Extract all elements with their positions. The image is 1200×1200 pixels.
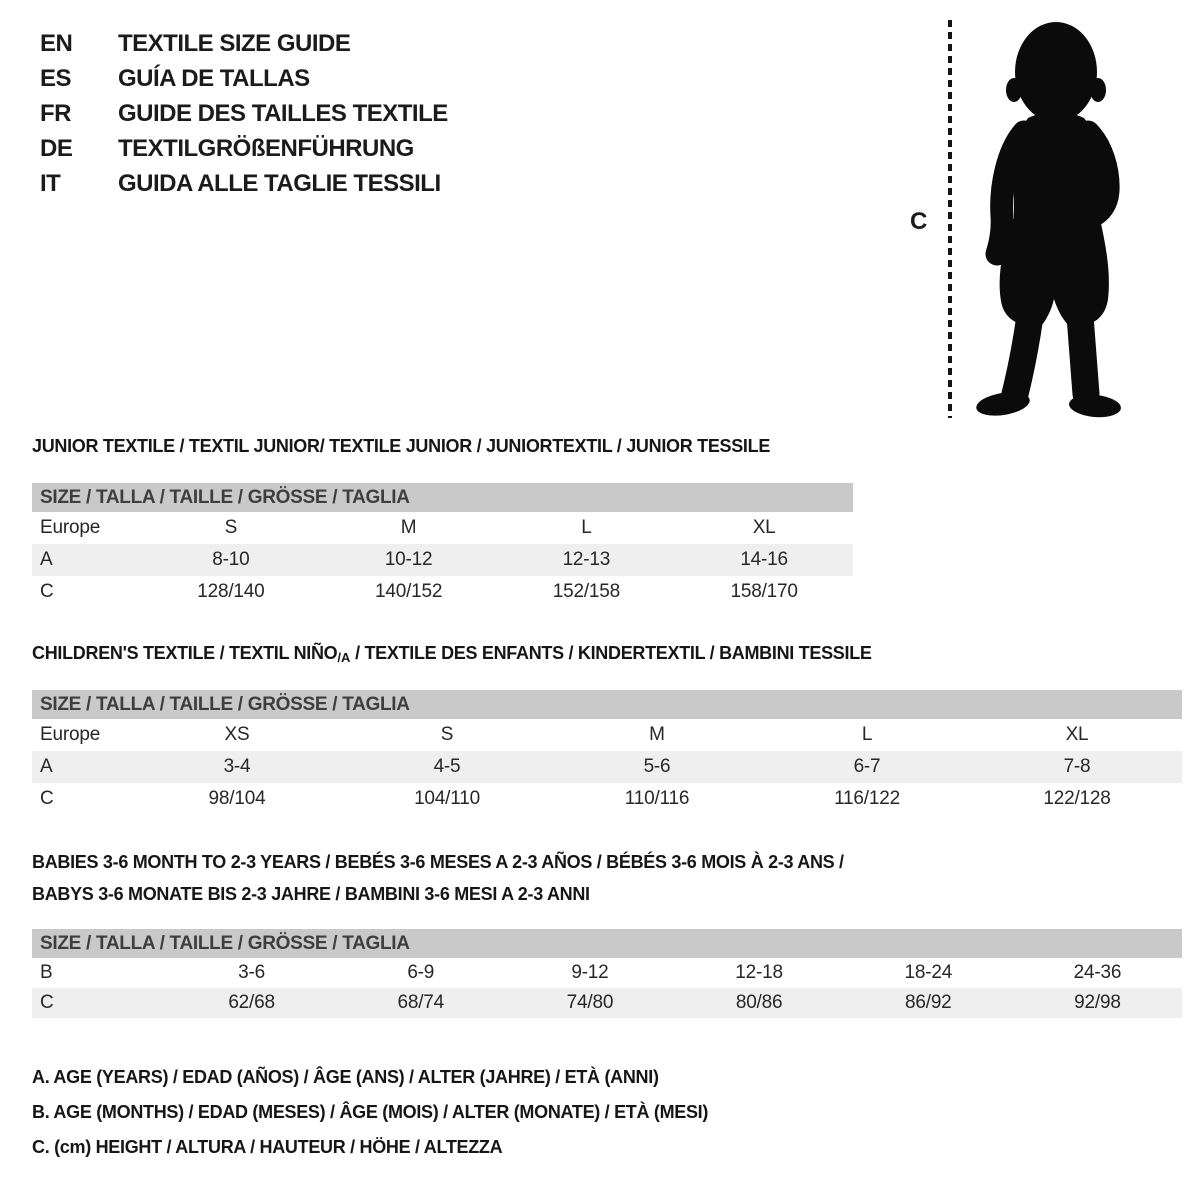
guide-title-fr: GUIDE DES TAILLES TEXTILE	[118, 99, 448, 127]
table-cell: 18-24	[904, 962, 953, 983]
language-row-fr	[40, 96, 448, 131]
junior-row-age	[32, 544, 853, 576]
junior-header-row	[32, 512, 853, 544]
table-cell: 7-8	[1063, 756, 1091, 777]
table-cell: 110/116	[624, 788, 690, 809]
language-row-de	[40, 131, 448, 166]
table-cell: 80/86	[735, 992, 783, 1013]
table-cell: 92/98	[1074, 992, 1121, 1013]
table-cell: 6-9	[407, 962, 435, 983]
size-col-header: M	[400, 517, 417, 538]
table-cell: 3-4	[223, 756, 251, 777]
babies-size-table	[32, 929, 1182, 1018]
table-cell: 62/68	[228, 992, 275, 1013]
row-label: C	[40, 788, 54, 809]
table-cell: 152/158	[552, 581, 621, 602]
toddler-silhouette-icon	[962, 14, 1147, 420]
guide-title-en: TEXTILE SIZE GUIDE	[118, 29, 351, 57]
size-col-header: S	[440, 724, 454, 745]
children-heading-prefix: CHILDREN'S TEXTILE / TEXTIL NIÑO	[32, 643, 338, 663]
table-cell: 140/152	[374, 581, 443, 602]
junior-row-height	[32, 576, 853, 608]
row-label: A	[40, 549, 53, 570]
height-measure-dashed-line	[948, 20, 952, 418]
language-code: IT	[40, 169, 61, 197]
table-cell: 10-12	[384, 549, 433, 570]
table-cell: 9-12	[571, 962, 609, 983]
table-cell: 104/110	[414, 788, 480, 809]
table-cell: 4-5	[433, 756, 461, 777]
language-row-es	[40, 61, 448, 96]
junior-size-table	[32, 483, 853, 608]
babies-row-age-months	[32, 958, 1182, 988]
height-measure-label: C	[910, 208, 928, 235]
table-cell: 12-18	[735, 962, 783, 983]
size-col-header: XS	[224, 724, 250, 745]
babies-row-height	[32, 988, 1182, 1018]
table-cell: 116/122	[834, 788, 900, 809]
language-code: ES	[40, 64, 72, 92]
children-heading-suffix: / TEXTILE DES ENFANTS / KINDERTEXTIL / BAMBINI TESSILE	[350, 643, 872, 663]
guide-title-de: TEXTILGRÖßENFÜHRUNG	[118, 134, 414, 162]
size-col-header: M	[649, 724, 665, 745]
children-section-heading	[32, 643, 872, 664]
children-row-height	[32, 783, 1182, 815]
table-cell: 5-6	[643, 756, 671, 777]
table-cell: 86/92	[905, 992, 952, 1013]
table-cell: 98/104	[208, 788, 266, 809]
table-cell: 12-13	[562, 549, 611, 570]
row-label: C	[40, 992, 54, 1013]
row-label: A	[40, 756, 53, 777]
measure-legend	[32, 1060, 708, 1165]
guide-title-es: GUÍA DE TALLAS	[118, 64, 310, 92]
babies-heading-line1: BABIES 3-6 MONTH TO 2-3 YEARS / BEBÉS 3-6 MESES A 2-3 AÑOS / BÉBÉS 3-6 MOIS À 2-3 ANS /	[32, 852, 844, 872]
babies-heading-line2: BABYS 3-6 MONATE BIS 2-3 JAHRE / BAMBINI 3-6 MESI A 2-3 ANNI	[32, 884, 590, 904]
children-header-row	[32, 719, 1182, 751]
children-row-age	[32, 751, 1182, 783]
language-title-list	[40, 26, 448, 201]
children-size-bar: SIZE / TALLA / TAILLE / GRÖSSE / TAGLIA	[32, 690, 1182, 719]
row-label: B	[40, 962, 53, 983]
language-code: EN	[40, 29, 73, 57]
table-cell: 122/128	[1043, 788, 1111, 809]
language-row-it	[40, 166, 448, 201]
size-col-header: L	[581, 517, 592, 538]
region-label: Europe	[40, 517, 101, 538]
legend-line-c: C. (cm) HEIGHT / ALTURA / HAUTEUR / HÖHE / ALTEZZA	[32, 1137, 503, 1157]
junior-section-heading: JUNIOR TEXTILE / TEXTIL JUNIOR/ TEXTILE JUNIOR / JUNIORTEXTIL / JUNIOR TESSILE	[32, 436, 771, 456]
legend-line-a: A. AGE (YEARS) / EDAD (AÑOS) / ÂGE (ANS) / ALTER (JAHRE) / ETÀ (ANNI)	[32, 1067, 659, 1087]
children-size-table	[32, 690, 1182, 815]
language-code: FR	[40, 99, 71, 127]
table-cell: 24-36	[1073, 962, 1122, 983]
babies-section-heading	[32, 846, 844, 910]
size-col-header: XL	[752, 517, 776, 538]
language-code: DE	[40, 134, 73, 162]
table-cell: 8-10	[212, 549, 250, 570]
table-cell: 6-7	[853, 756, 881, 777]
table-cell: 68/74	[397, 992, 445, 1013]
size-col-header: L	[861, 724, 873, 745]
row-label: C	[40, 581, 54, 602]
table-cell: 14-16	[740, 549, 788, 570]
size-col-header: XL	[1065, 724, 1089, 745]
junior-size-bar: SIZE / TALLA / TAILLE / GRÖSSE / TAGLIA	[32, 483, 853, 512]
guide-title-it: GUIDA ALLE TAGLIE TESSILI	[118, 169, 441, 197]
table-cell: 158/170	[730, 581, 798, 602]
table-cell: 128/140	[197, 581, 265, 602]
table-cell: 74/80	[566, 992, 614, 1013]
children-heading-sub: /A	[337, 650, 351, 665]
table-cell: 3-6	[238, 962, 266, 983]
region-label: Europe	[40, 724, 101, 745]
babies-size-bar: SIZE / TALLA / TAILLE / GRÖSSE / TAGLIA	[32, 929, 1182, 958]
language-row-en	[40, 26, 448, 61]
size-col-header: S	[224, 517, 238, 538]
legend-line-b: B. AGE (MONTHS) / EDAD (MESES) / ÂGE (MOIS) / ALTER (MONATE) / ETÀ (MESI)	[32, 1102, 709, 1122]
